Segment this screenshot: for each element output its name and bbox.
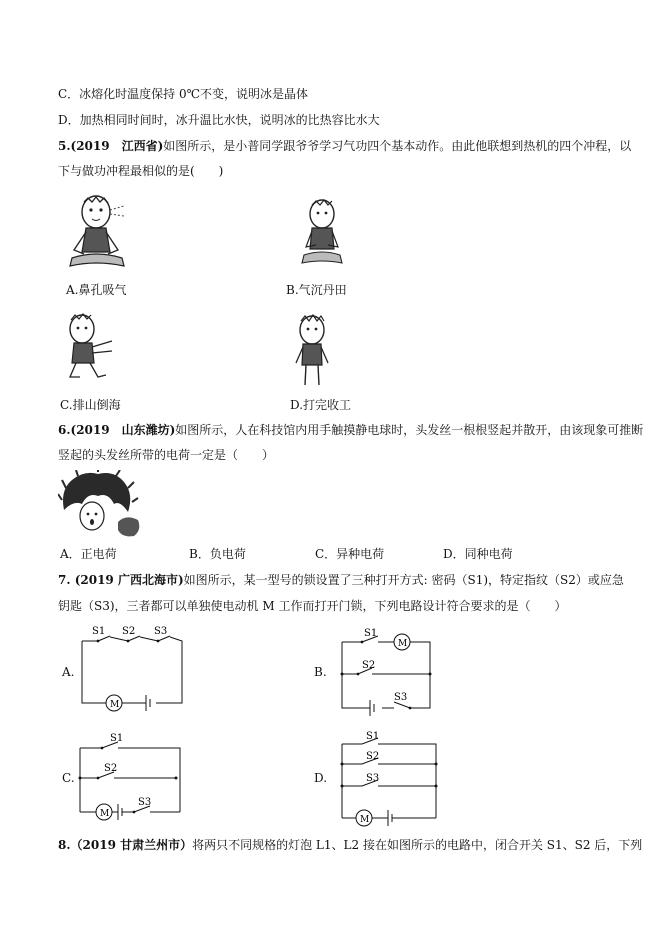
question-6-text: 如图所示，人在科技馆内用手触摸静电球时，头发丝一根根竖起并散开，由该现象可推断 <box>175 423 644 437</box>
figure-5d-caption: D.打完收工 <box>290 398 352 412</box>
circuit-c-s3: S3 <box>138 797 152 808</box>
circuit-b-s3: S3 <box>394 692 408 703</box>
circuit-a-s1: S1 <box>92 626 106 637</box>
circuit-c-label: C. <box>62 771 75 785</box>
figure-5a-caption: A.鼻孔吸气 <box>66 283 127 297</box>
question-7 <box>58 572 624 588</box>
q6-option-b: B．负电荷 <box>189 547 246 561</box>
question-5-text-cont: 下与做功冲程最相似的是( ) <box>58 164 224 178</box>
figure-5b-qi-dantian <box>296 197 348 267</box>
circuit-c-diagram <box>76 728 186 826</box>
figure-6-static-hair <box>58 470 142 540</box>
question-6-text-cont: 竖起的头发丝所带的电荷一定是（ ） <box>58 448 275 462</box>
circuit-d-diagram <box>336 730 442 832</box>
figure-5b-caption: B.气沉丹田 <box>286 283 347 297</box>
circuit-d-label: D. <box>314 771 328 785</box>
figure-5d-finish <box>288 313 336 387</box>
circuit-a-motor: M <box>110 700 120 710</box>
circuit-c-s1: S1 <box>110 733 124 744</box>
question-5-source: 5.(2019 江西省) <box>58 139 164 153</box>
question-7-text-cont: 钥匙（S3)，三者都可以单独使电动机 M 工作而打开门锁，下列电路设计符合要求的是（ ） <box>58 599 567 613</box>
circuit-a-s3: S3 <box>154 626 168 637</box>
circuit-b-diagram <box>334 624 438 720</box>
q6-option-c: C．异种电荷 <box>315 547 385 561</box>
circuit-a-s2: S2 <box>122 626 136 637</box>
circuit-a-label: A. <box>62 665 75 679</box>
circuit-c-s2: S2 <box>104 763 118 774</box>
figure-5c-caption: C.排山倒海 <box>60 398 121 412</box>
option-c-text: C．冰熔化时温度保持 0℃不变，说明冰是晶体 <box>58 87 309 101</box>
figure-5a-nose-breathing <box>66 192 130 272</box>
circuit-b-s2: S2 <box>362 660 376 671</box>
question-7-source: 7. (2019 广西北海市) <box>58 573 184 587</box>
option-d-text: D．加热相同时间时，冰升温比水快，说明冰的比热容比水大 <box>58 113 380 127</box>
circuit-b-motor: M <box>398 639 408 649</box>
question-8 <box>58 837 642 853</box>
question-6-source: 6.(2019 山东潍坊) <box>58 423 176 437</box>
circuit-b-label: B. <box>314 665 327 679</box>
figure-5c-push-mountain <box>58 311 118 381</box>
circuit-d-s2: S2 <box>366 751 380 762</box>
circuit-b-s1: S1 <box>364 628 378 639</box>
circuit-c-motor: M <box>100 809 110 819</box>
circuit-d-motor: M <box>360 815 370 825</box>
question-8-source: 8.（2019 甘肃兰州市） <box>58 838 193 852</box>
question-5-text: 如图所示，是小普同学跟爷爷学习气功四个基本动作。由此他联想到热机的四个冲程，以 <box>163 139 632 153</box>
q6-option-d: D．同种电荷 <box>443 547 513 561</box>
question-6 <box>58 422 643 438</box>
circuit-a-diagram <box>76 623 188 717</box>
circuit-d-s1: S1 <box>366 731 380 742</box>
q6-option-a: A．正电荷 <box>60 547 117 561</box>
circuit-d-s3: S3 <box>366 773 380 784</box>
question-5 <box>58 138 631 154</box>
question-8-text: 将两只不同规格的灯泡 L1、L2 接在如图所示的电路中，闭合开关 S1、S2 后，下列 <box>192 838 643 852</box>
question-7-text: 如图所示，某一型号的锁设置了三种打开方式: 密码（S1)，特定指纹（S2）或应急 <box>183 573 624 587</box>
